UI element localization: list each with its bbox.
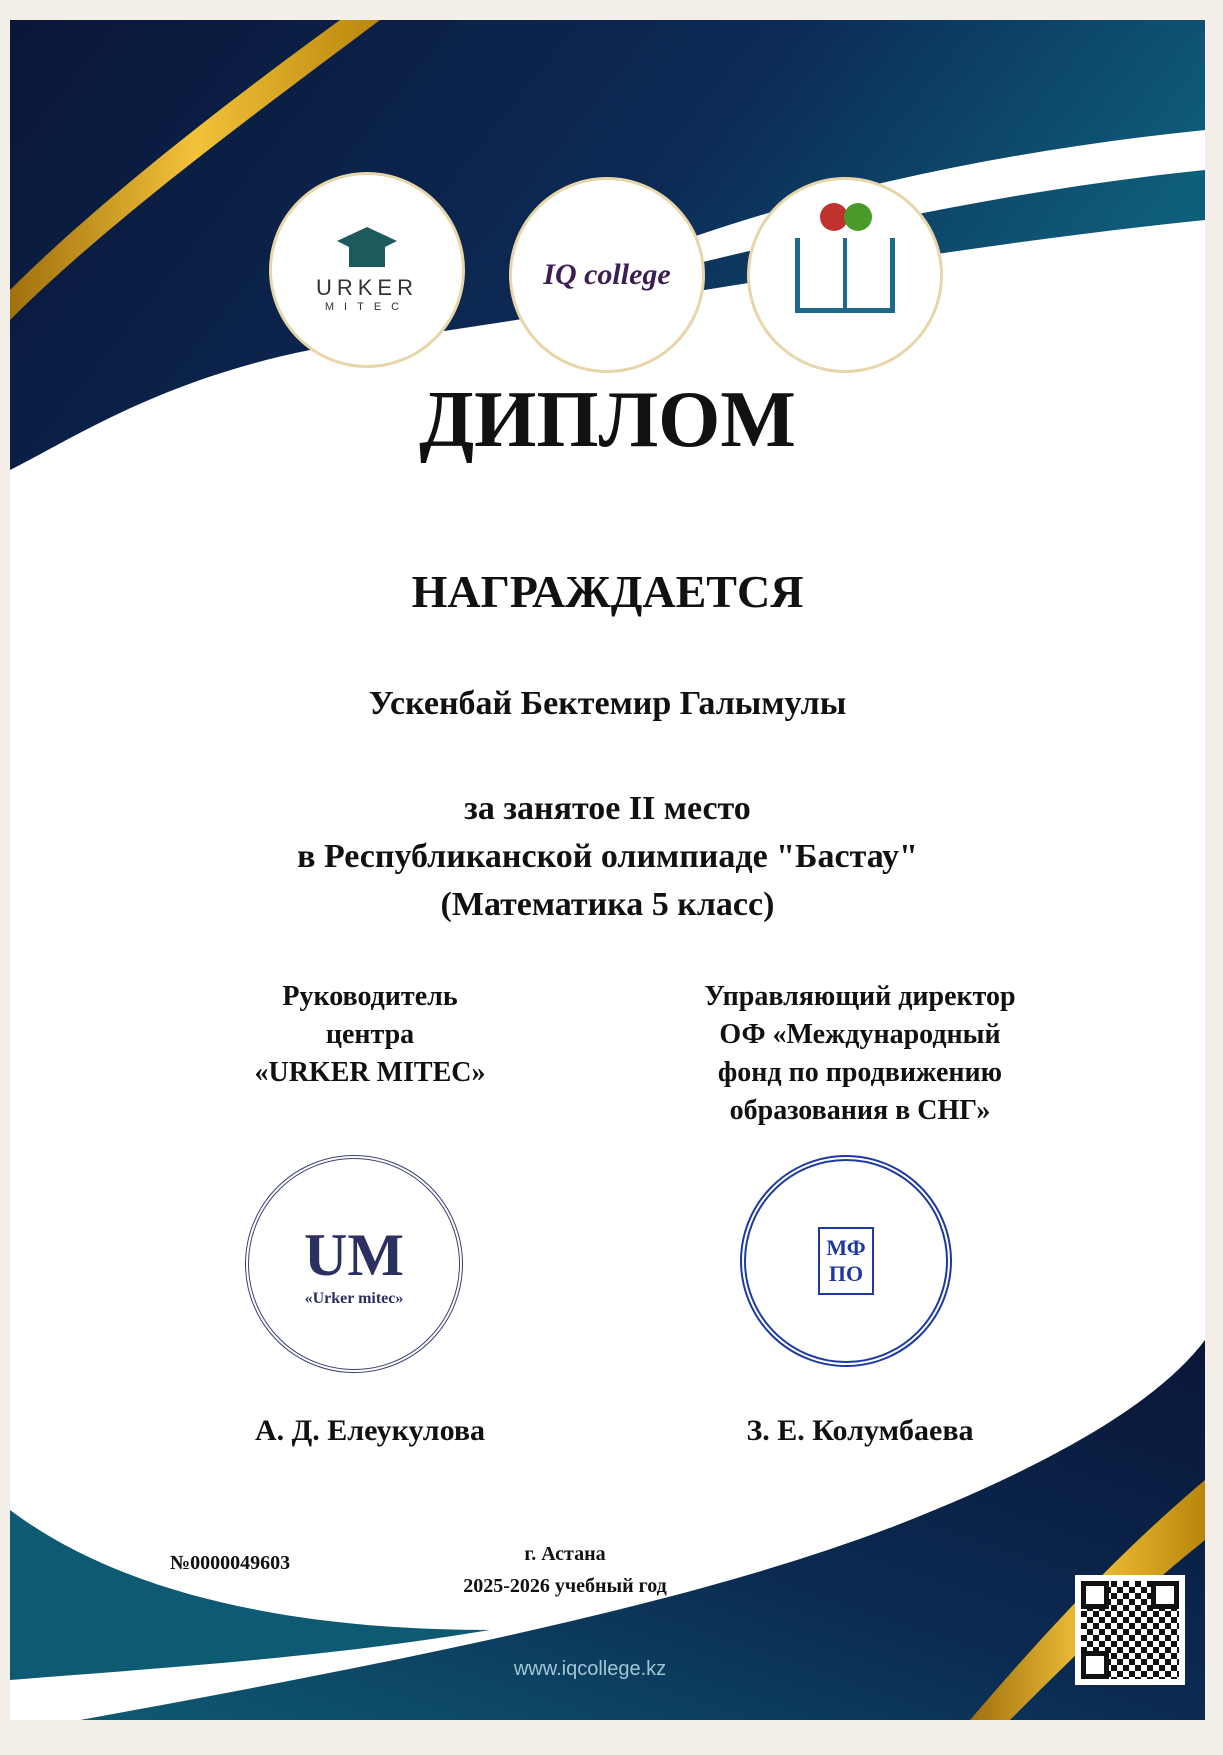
- open-book-icon: [795, 238, 895, 313]
- signer-2-name: З. Е. Колумбаева: [746, 1414, 974, 1447]
- logo-text: IQ college: [543, 258, 671, 291]
- signer-2-position: [630, 978, 1090, 1130]
- reason-line: (Математика 5 класс): [440, 886, 775, 923]
- recipient-name: Ускенбай Бектемир Галымулы: [368, 685, 847, 722]
- reason-line: за занятое II место: [464, 790, 751, 827]
- position-line: «URKER MITEC»: [254, 1057, 486, 1088]
- diploma-number: №0000049603: [170, 1552, 291, 1574]
- seal-subtext: «Urker mitec»: [304, 1289, 404, 1307]
- book-logo: [750, 180, 940, 370]
- seal-text: UM: [304, 1221, 404, 1288]
- position-line: Управляющий директор: [704, 981, 1016, 1012]
- position-line: ОФ «Международный: [719, 1019, 1001, 1050]
- awarded-heading: НАГРАЖДАЕТСЯ: [411, 566, 804, 617]
- logo-text: URKER: [315, 275, 418, 300]
- website-link[interactable]: www.iqcollege.kz: [513, 1658, 667, 1680]
- academic-year: 2025-2026 учебный год: [463, 1575, 667, 1597]
- signer-1-name: А. Д. Елеукулова: [254, 1414, 486, 1447]
- diploma-title: ДИПЛОМ: [419, 376, 796, 464]
- foundation-seal: [740, 1155, 952, 1367]
- signer-1-position: [160, 978, 580, 1092]
- city: г. Астана: [524, 1543, 606, 1565]
- position-line: Руководитель: [282, 981, 458, 1012]
- seal-text: МФ ПО: [818, 1227, 874, 1295]
- urker-mitec-seal: [245, 1155, 463, 1373]
- position-line: образования в СНГ»: [729, 1095, 991, 1126]
- place-and-year: [440, 1538, 690, 1602]
- award-reason: [10, 785, 1205, 929]
- bottom-left-teal-shape: [10, 1510, 490, 1680]
- position-line: центра: [325, 1019, 415, 1050]
- qr-code[interactable]: [1075, 1575, 1185, 1685]
- graduation-cap-icon: [337, 227, 397, 267]
- diploma-sheet: [10, 20, 1205, 1720]
- iq-college-logo: [512, 180, 702, 370]
- reason-line: в Республиканской олимпиаде "Бастау": [297, 838, 918, 875]
- logo-subtext: MITEC: [324, 301, 410, 313]
- position-line: фонд по продвижению: [717, 1057, 1003, 1088]
- urker-mitec-logo: [272, 175, 462, 365]
